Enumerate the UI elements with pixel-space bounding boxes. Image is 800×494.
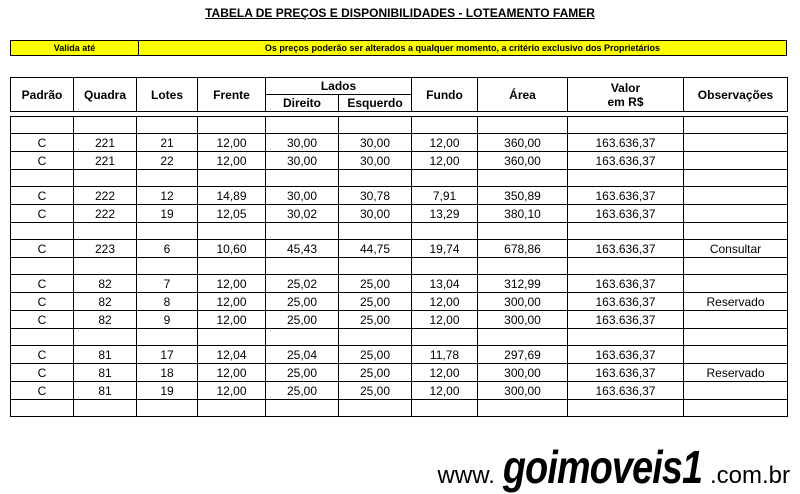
watermark-brand: goimoveis1	[502, 441, 703, 493]
cell-direito: 30,00	[266, 152, 339, 170]
cell-area: 312,99	[478, 275, 568, 293]
header-observacoes: Observações	[684, 78, 788, 112]
cell-lote: 7	[137, 275, 198, 293]
cell-direito: 25,00	[266, 311, 339, 329]
cell-area: 360,00	[478, 152, 568, 170]
cell-area: 297,69	[478, 346, 568, 364]
cell-direito: 30,02	[266, 205, 339, 223]
cell-area: 380,10	[478, 205, 568, 223]
cell-quadra: 222	[74, 205, 137, 223]
cell-esquerdo: 25,00	[339, 346, 412, 364]
cell-valor: 163.636,37	[568, 311, 684, 329]
cell-frente: 12,00	[198, 152, 266, 170]
table-row	[11, 311, 788, 329]
cell-esquerdo: 30,00	[339, 134, 412, 152]
table-row	[11, 382, 788, 400]
cell-lote: 21	[137, 134, 198, 152]
table-row	[11, 275, 788, 293]
validity-label: Valida até	[11, 41, 139, 55]
cell-obs	[684, 187, 788, 205]
cell-area: 350,89	[478, 187, 568, 205]
cell-frente: 12,00	[198, 311, 266, 329]
cell-fundo: 12,00	[412, 382, 478, 400]
cell-valor: 163.636,37	[568, 382, 684, 400]
spacer-row	[11, 117, 788, 134]
cell-obs	[684, 152, 788, 170]
cell-fundo: 12,00	[412, 152, 478, 170]
header-esquerdo: Esquerdo	[339, 95, 412, 112]
spacer-row	[11, 329, 788, 346]
page-title: TABELA DE PREÇOS E DISPONIBILIDADES - LOTEAMENTO FAMER	[205, 6, 595, 20]
cell-direito: 25,00	[266, 364, 339, 382]
cell-esquerdo: 44,75	[339, 240, 412, 258]
cell-padrao: C	[11, 187, 74, 205]
header-valor	[568, 78, 684, 112]
cell-lote: 6	[137, 240, 198, 258]
cell-lote: 18	[137, 364, 198, 382]
table-row	[11, 205, 788, 223]
cell-lote: 12	[137, 187, 198, 205]
table-row	[11, 152, 788, 170]
price-table	[10, 77, 788, 417]
cell-obs	[684, 311, 788, 329]
cell-area: 300,00	[478, 382, 568, 400]
cell-padrao: C	[11, 382, 74, 400]
header-padrao: Padrão	[11, 78, 74, 112]
cell-valor: 163.636,37	[568, 240, 684, 258]
cell-lote: 22	[137, 152, 198, 170]
cell-frente: 10,60	[198, 240, 266, 258]
cell-obs: Reservado	[684, 293, 788, 311]
cell-area: 300,00	[478, 293, 568, 311]
cell-padrao: C	[11, 364, 74, 382]
cell-valor: 163.636,37	[568, 346, 684, 364]
cell-direito: 30,00	[266, 134, 339, 152]
cell-quadra: 221	[74, 134, 137, 152]
cell-frente: 14,89	[198, 187, 266, 205]
cell-area: 300,00	[478, 364, 568, 382]
watermark-prefix: www.	[437, 462, 495, 489]
header-valor-line1: Valor	[610, 80, 641, 95]
cell-padrao: C	[11, 275, 74, 293]
header-quadra: Quadra	[74, 78, 137, 112]
cell-lote: 19	[137, 205, 198, 223]
watermark-suffix: .com.br	[709, 462, 790, 489]
cell-esquerdo: 30,78	[339, 187, 412, 205]
header-lotes: Lotes	[137, 78, 198, 112]
cell-direito: 25,04	[266, 346, 339, 364]
cell-area: 360,00	[478, 134, 568, 152]
spacer-row	[11, 223, 788, 240]
cell-valor: 163.636,37	[568, 134, 684, 152]
cell-padrao: C	[11, 134, 74, 152]
spacer-row	[11, 400, 788, 417]
cell-frente: 12,00	[198, 134, 266, 152]
cell-fundo: 13,29	[412, 205, 478, 223]
cell-esquerdo: 30,00	[339, 205, 412, 223]
cell-esquerdo: 25,00	[339, 293, 412, 311]
cell-esquerdo: 25,00	[339, 311, 412, 329]
header-fundo: Fundo	[412, 78, 478, 112]
cell-frente: 12,00	[198, 293, 266, 311]
cell-direito: 25,00	[266, 382, 339, 400]
cell-fundo: 12,00	[412, 134, 478, 152]
cell-fundo: 12,00	[412, 311, 478, 329]
cell-obs	[684, 205, 788, 223]
spacer-row	[11, 170, 788, 187]
cell-obs: Reservado	[684, 364, 788, 382]
cell-esquerdo: 25,00	[339, 275, 412, 293]
cell-padrao: C	[11, 311, 74, 329]
cell-quadra: 82	[74, 275, 137, 293]
header-frente: Frente	[198, 78, 266, 112]
cell-quadra: 81	[74, 382, 137, 400]
cell-fundo: 7,91	[412, 187, 478, 205]
cell-direito: 30,00	[266, 187, 339, 205]
cell-fundo: 12,00	[412, 364, 478, 382]
cell-quadra: 82	[74, 311, 137, 329]
spacer-row	[11, 258, 788, 275]
cell-lote: 19	[137, 382, 198, 400]
cell-fundo: 11,78	[412, 346, 478, 364]
cell-esquerdo: 25,00	[339, 382, 412, 400]
cell-padrao: C	[11, 205, 74, 223]
table-row	[11, 293, 788, 311]
cell-fundo: 19,74	[412, 240, 478, 258]
cell-padrao: C	[11, 240, 74, 258]
validity-bar	[10, 40, 787, 56]
cell-valor: 163.636,37	[568, 364, 684, 382]
cell-lote: 17	[137, 346, 198, 364]
cell-obs	[684, 275, 788, 293]
cell-fundo: 12,00	[412, 293, 478, 311]
table-row	[11, 134, 788, 152]
cell-padrao: C	[11, 346, 74, 364]
cell-esquerdo: 25,00	[339, 364, 412, 382]
cell-padrao: C	[11, 152, 74, 170]
cell-obs	[684, 346, 788, 364]
cell-valor: 163.636,37	[568, 275, 684, 293]
cell-frente: 12,00	[198, 364, 266, 382]
cell-padrao: C	[11, 293, 74, 311]
cell-quadra: 82	[74, 293, 137, 311]
cell-frente: 12,04	[198, 346, 266, 364]
cell-valor: 163.636,37	[568, 187, 684, 205]
cell-quadra: 221	[74, 152, 137, 170]
table-row	[11, 364, 788, 382]
cell-direito: 45,43	[266, 240, 339, 258]
cell-area: 678,86	[478, 240, 568, 258]
header-lados: Lados	[266, 78, 412, 95]
cell-area: 300,00	[478, 311, 568, 329]
cell-lote: 9	[137, 311, 198, 329]
validity-note: Os preços poderão ser alterados a qualquer momento, a critério exclusivo dos Proprietários	[264, 43, 661, 53]
cell-frente: 12,05	[198, 205, 266, 223]
cell-valor: 163.636,37	[568, 152, 684, 170]
cell-direito: 25,00	[266, 293, 339, 311]
cell-direito: 25,02	[266, 275, 339, 293]
website-watermark	[437, 440, 790, 493]
cell-fundo: 13,04	[412, 275, 478, 293]
table-row	[11, 240, 788, 258]
cell-valor: 163.636,37	[568, 293, 684, 311]
cell-obs	[684, 134, 788, 152]
cell-valor: 163.636,37	[568, 205, 684, 223]
cell-esquerdo: 30,00	[339, 152, 412, 170]
table-row	[11, 187, 788, 205]
cell-obs: Consultar	[684, 240, 788, 258]
cell-lote: 8	[137, 293, 198, 311]
table-row	[11, 346, 788, 364]
cell-quadra: 223	[74, 240, 137, 258]
header-valor-line2: em R$	[607, 94, 644, 109]
cell-obs	[684, 382, 788, 400]
cell-quadra: 222	[74, 187, 137, 205]
cell-frente: 12,00	[198, 275, 266, 293]
cell-quadra: 81	[74, 346, 137, 364]
cell-quadra: 81	[74, 364, 137, 382]
cell-frente: 12,00	[198, 382, 266, 400]
header-direito: Direito	[266, 95, 339, 112]
header-area: Área	[478, 78, 568, 112]
